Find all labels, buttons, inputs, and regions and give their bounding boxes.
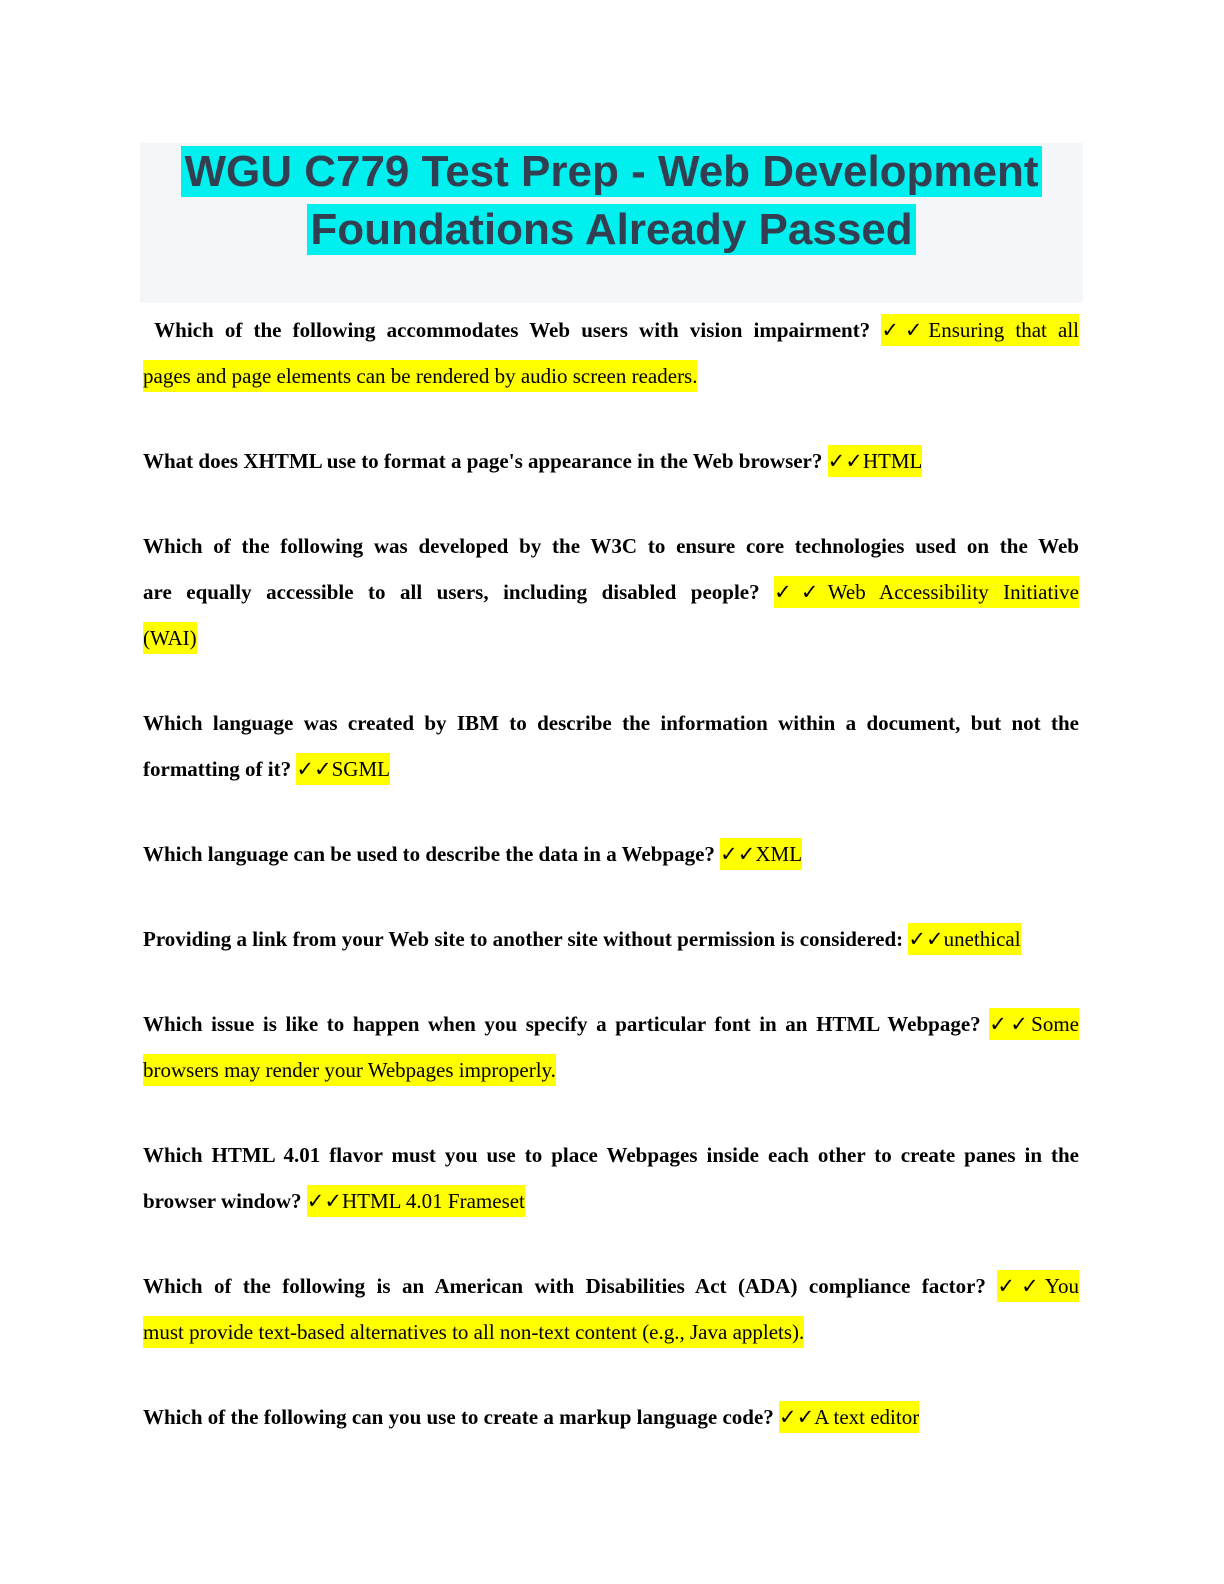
question-text: Which of the following was developed by the W3C to ensure core technologies used on the Web [143, 534, 1079, 558]
page-title [140, 143, 1083, 259]
check-marks-icon: ✓✓ [908, 923, 943, 955]
qa-line [143, 1263, 1079, 1309]
answer-highlight: Ensuring that all [928, 314, 1079, 346]
qa-line [143, 916, 1079, 962]
title-block [140, 143, 1083, 303]
check-marks-icon: ✓✓ [881, 314, 928, 346]
title-line-2: Foundations Already Passed [307, 204, 915, 255]
qa-paragraph [143, 1394, 1079, 1440]
answer-highlight: must provide text-based alternatives to all non-text content (e.g., Java applets). [143, 1316, 804, 1348]
qa-line [143, 307, 1079, 353]
answer-highlight: A text editor [814, 1401, 919, 1433]
qa-line [143, 700, 1079, 746]
qa-line [143, 1047, 1079, 1093]
question-text: are equally accessible to all users, including disabled people? [143, 580, 775, 604]
check-marks-icon: ✓✓ [720, 838, 755, 870]
qa-list [143, 307, 1079, 1440]
check-marks-icon: ✓✓ [989, 1008, 1031, 1040]
qa-line [143, 353, 1079, 399]
qa-paragraph [143, 1001, 1079, 1093]
qa-line [143, 1132, 1079, 1178]
check-marks-icon: ✓✓ [774, 576, 828, 608]
question-text: Providing a link from your Web site to another site without permission is considered: [143, 927, 909, 951]
qa-line [143, 615, 1079, 661]
question-text: Which of the following accommodates Web users with vision impairment? [143, 318, 882, 342]
qa-line [143, 831, 1079, 877]
answer-highlight: (WAI) [143, 622, 197, 654]
qa-line [143, 1309, 1079, 1355]
check-marks-icon: ✓✓ [779, 1401, 814, 1433]
question-text: Which of the following is an American with Disabilities Act (ADA) compliance factor? [143, 1274, 998, 1298]
qa-paragraph [143, 1132, 1079, 1224]
qa-paragraph [143, 916, 1079, 962]
check-marks-icon: ✓✓ [997, 1270, 1045, 1302]
qa-paragraph [143, 831, 1079, 877]
qa-paragraph [143, 307, 1079, 399]
qa-line [143, 1001, 1079, 1047]
answer-highlight: You [1045, 1270, 1079, 1302]
qa-paragraph [143, 1263, 1079, 1355]
qa-paragraph [143, 523, 1079, 661]
answer-highlight: Web Accessibility Initiative [828, 576, 1079, 608]
question-text: What does XHTML use to format a page's appearance in the Web browser? [143, 449, 828, 473]
answer-highlight: HTML 4.01 Frameset [342, 1185, 525, 1217]
qa-line [143, 1178, 1079, 1224]
qa-paragraph [143, 438, 1079, 484]
answer-highlight: HTML [863, 445, 923, 477]
answer-highlight: unethical [944, 923, 1021, 955]
title-line-1: WGU C779 Test Prep - Web Development [181, 146, 1041, 197]
answer-highlight: Some [1031, 1008, 1079, 1040]
answer-highlight: browsers may render your Webpages improperly. [143, 1054, 556, 1086]
qa-line [143, 569, 1079, 615]
answer-highlight: pages and page elements can be rendered by audio screen readers. [143, 360, 697, 392]
qa-line [143, 746, 1079, 792]
check-marks-icon: ✓✓ [828, 445, 863, 477]
answer-highlight: SGML [332, 753, 390, 785]
question-text: Which language can be used to describe the data in a Webpage? [143, 842, 721, 866]
check-marks-icon: ✓✓ [307, 1185, 342, 1217]
question-text: browser window? [143, 1189, 307, 1213]
question-text: Which language was created by IBM to describe the information within a document, but not the [143, 711, 1079, 735]
check-marks-icon: ✓✓ [296, 753, 331, 785]
qa-line [143, 523, 1079, 569]
answer-highlight: XML [755, 838, 802, 870]
qa-line [143, 438, 1079, 484]
question-text: Which HTML 4.01 flavor must you use to place Webpages inside each other to create panes in the [143, 1143, 1079, 1167]
question-text: Which issue is like to happen when you specify a particular font in an HTML Webpage? [143, 1012, 990, 1036]
question-text: Which of the following can you use to create a markup language code? [143, 1405, 780, 1429]
qa-line [143, 1394, 1079, 1440]
question-text: formatting of it? [143, 757, 297, 781]
qa-paragraph [143, 700, 1079, 792]
